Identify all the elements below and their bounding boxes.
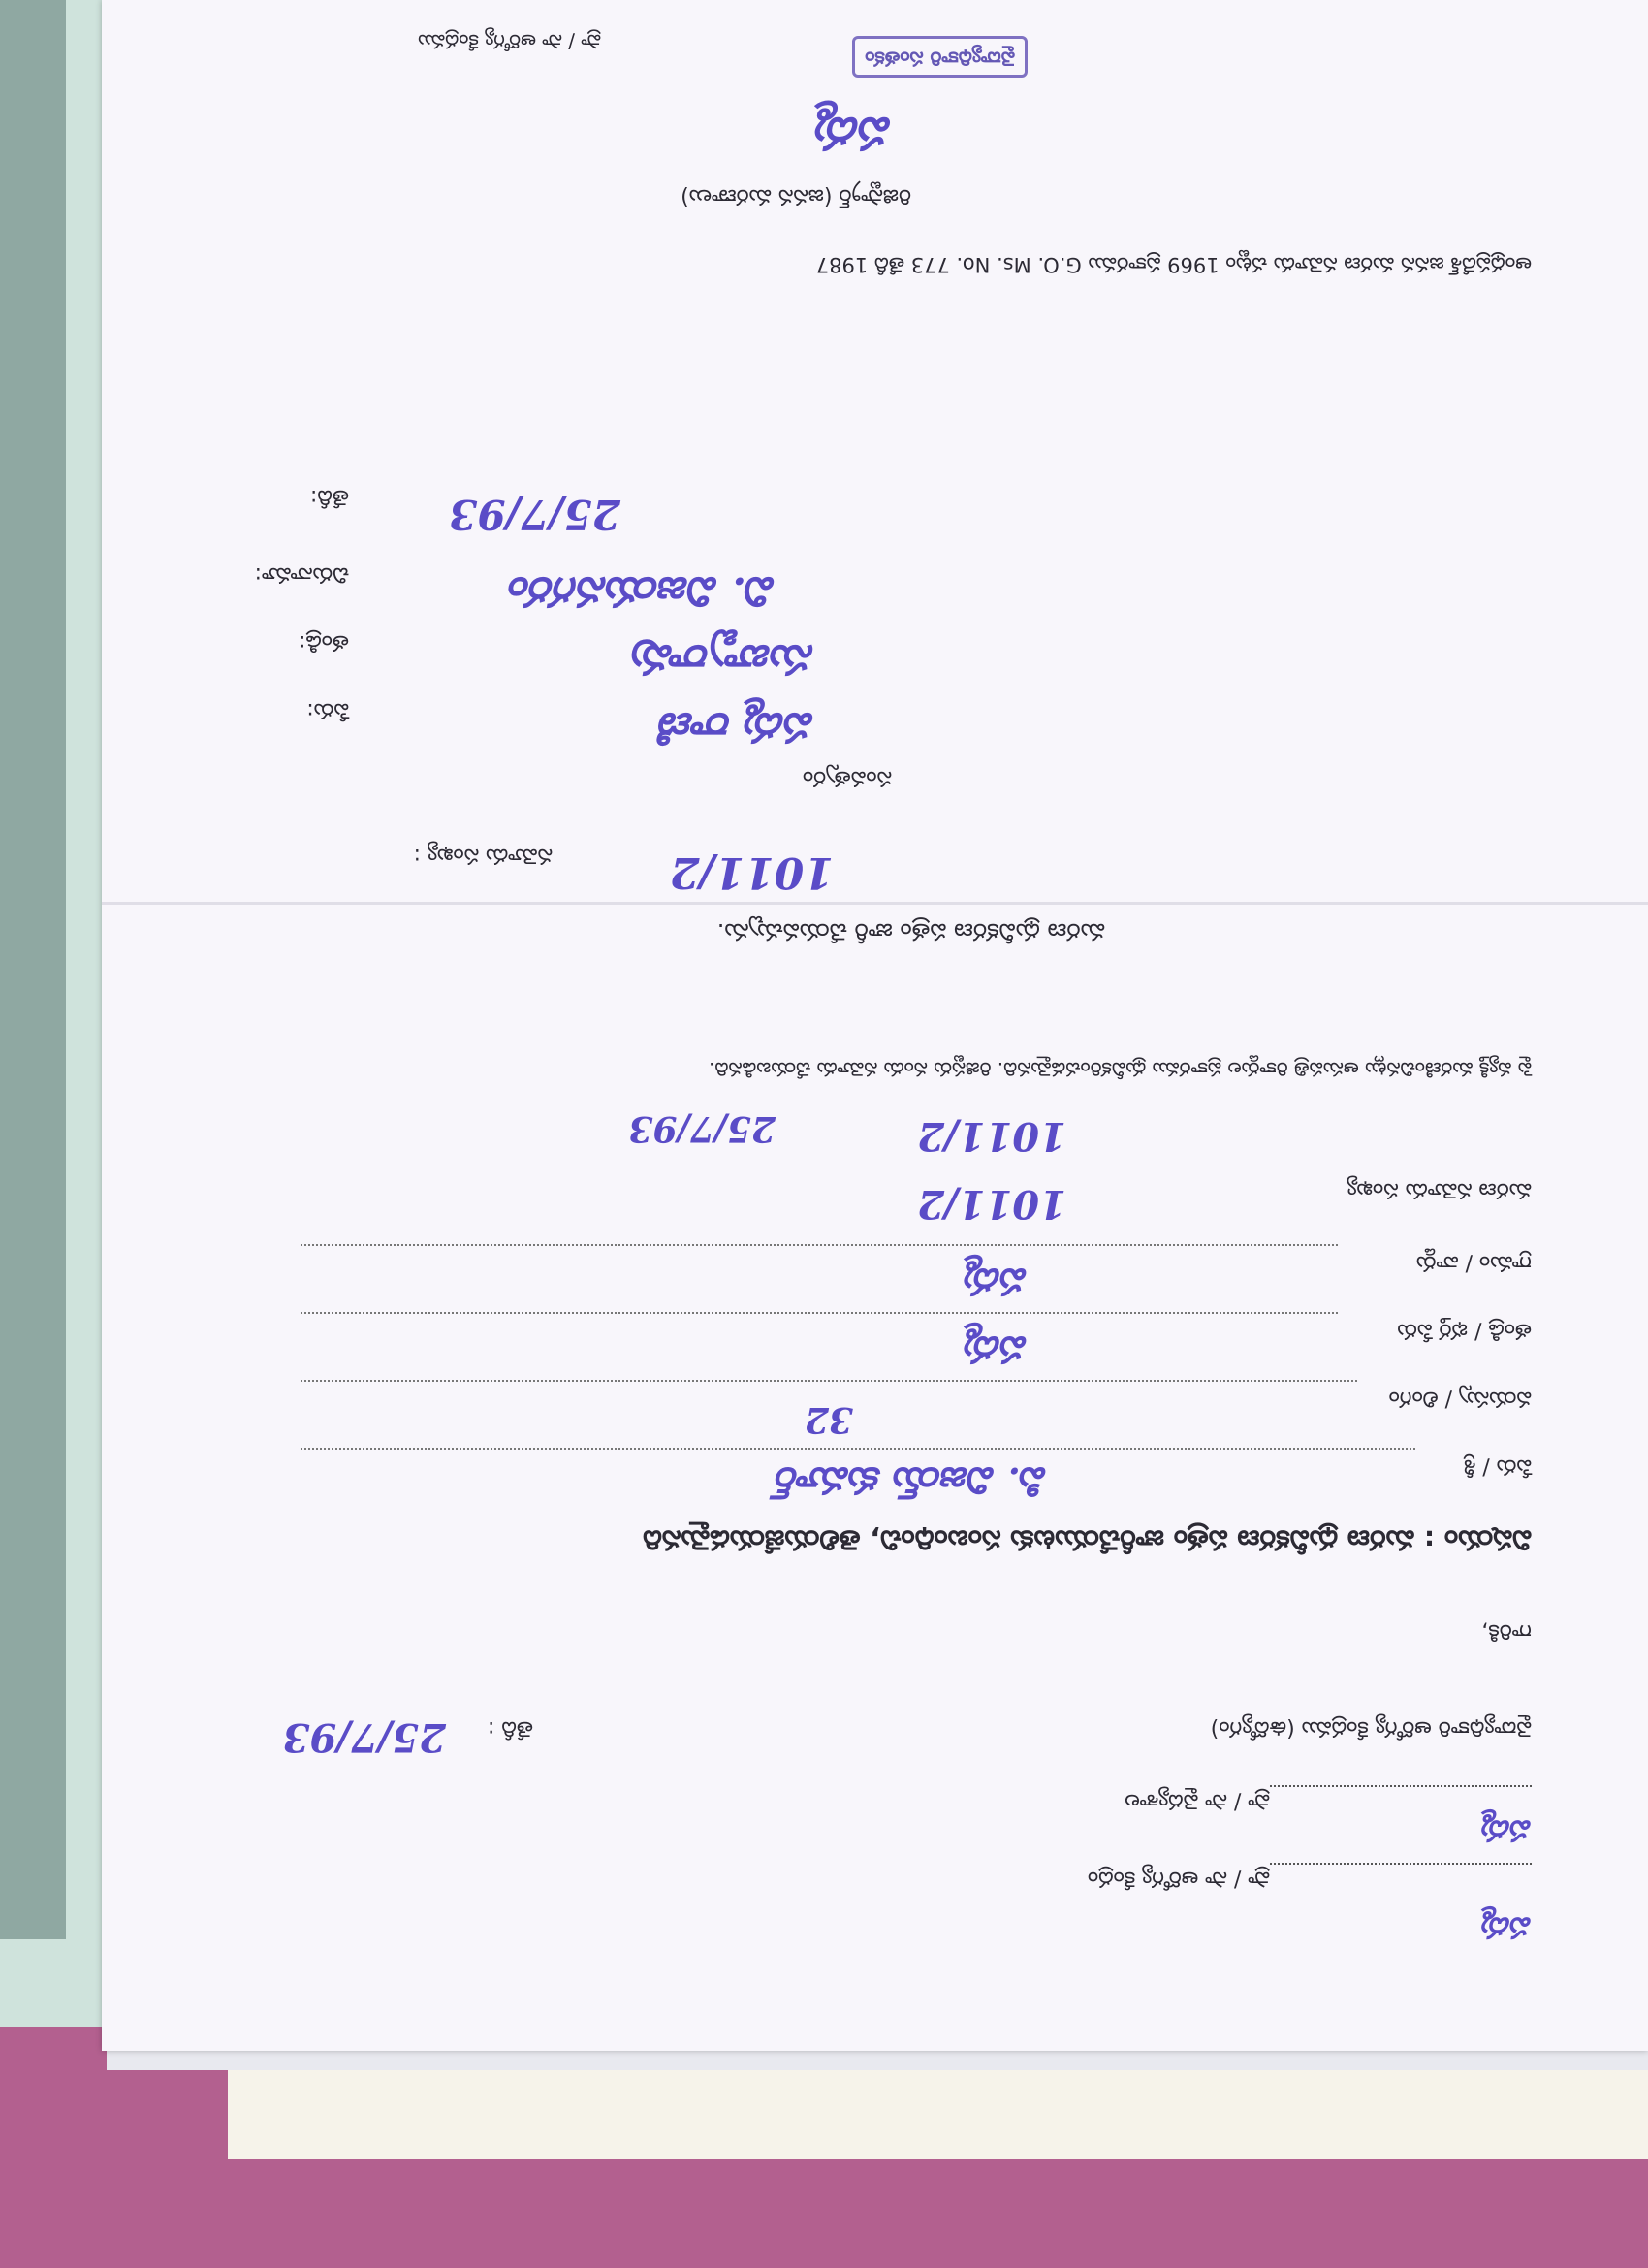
list-value-3: వి. విజయనగరం [510,568,776,616]
officer-place: ప్రా / సా ఆరోగ్య కేంద్రము [418,30,601,53]
list-label-1: పేరు: [306,698,349,722]
document-page [102,0,1648,2051]
age-rule [301,1380,1357,1382]
list-label-4: తేదీ: [309,485,349,509]
field-date-value: 25/7/93 [628,1108,776,1149]
place-rule [301,1244,1338,1246]
sender-line1-label: ప్రా / సా ఆరోగ్య కేంద్రం [1087,1867,1270,1891]
document-content-rotated [102,0,1648,2051]
list-value-2: సుబ్బారావు [632,636,814,684]
regno-value-2: 1011/2 [917,1113,1066,1159]
list-value-1: పద్మ రాణి [660,704,814,751]
officer-title: రిజిస్ట్రార్ (జనన మరణాలు) [681,184,911,208]
sender-date-label: తేదీ : [487,1716,533,1741]
regno-label: మరణ నమోదు సంఖ్య [1347,1178,1532,1202]
sender-line2-label: ప్రా / సా వైద్యశాల [1125,1789,1270,1813]
sender-signature-1: పద్మ [1482,1910,1532,1944]
name-label: పేరు / శ్రీ [1464,1454,1532,1479]
sender-date-value: 25/7/93 [282,1714,446,1760]
place-label: గ్రామం / వార్డు [1415,1251,1532,1275]
sender-title: వైద్యాధికారి ఆరోగ్య కేంద్రము (ఉద్యోగం) [1210,1716,1532,1741]
subject-line: విషయం : మరణ ధ్రువీకరణ పత్రం జారీచేయుటకు సంబంధించి, తెలియజేయడమైనది [643,1524,1532,1556]
middle-statement: మరణ ధ్రువీకరణ పత్రం జారీ చేయవచ్చును. [716,918,1105,945]
footer-rule: ఆంధ్రప్రదేశ్ జనన మరణ నమోదు చట్టం 1969 ప్రకారము G.O. Ms. No. 773 తేదీ 1987 [815,253,1532,276]
year-label: సంవత్సరం [802,766,892,790]
sender-signature-2: పద్మ [1482,1813,1532,1847]
age-label: వయస్సు / లింగం [1388,1387,1532,1411]
officer-stamp: వైద్యాధికారి సంతకం [852,36,1028,78]
father-value: పద్మ [966,1328,1028,1372]
regno-value: 1011/2 [917,1181,1066,1227]
dotted-line [1270,1785,1532,1787]
entry-value: 1011/2 [669,847,834,897]
salutation: గారికి, [1481,1619,1532,1644]
father-rule [301,1312,1338,1314]
list-label-2: తండ్రి: [299,630,349,655]
officer-signature: పద్మ [817,108,892,160]
place-value: పద్మ [966,1261,1028,1304]
age-value: 32 [804,1399,853,1440]
entry-label: నమోదు సంఖ్య : [413,844,553,868]
list-label-3: చిరునామా: [254,562,349,587]
dotted-line [1270,1863,1532,1865]
father-label: తండ్రి / భర్త పేరు [1397,1319,1532,1343]
body-line: పై వ్యక్తి మరణించినట్లు ఆసుపత్రి రికార్డుల ప్రకారము ధ్రువీకరించడమైనది. రిజిస్టరు నందు నమోదు చేయబడినది. [708,1058,1532,1081]
list-value-4: 25/7/93 [449,491,620,538]
name-value: పి. విజయ్ కుమార్ [776,1459,1047,1503]
folder-edge [0,0,66,1939]
